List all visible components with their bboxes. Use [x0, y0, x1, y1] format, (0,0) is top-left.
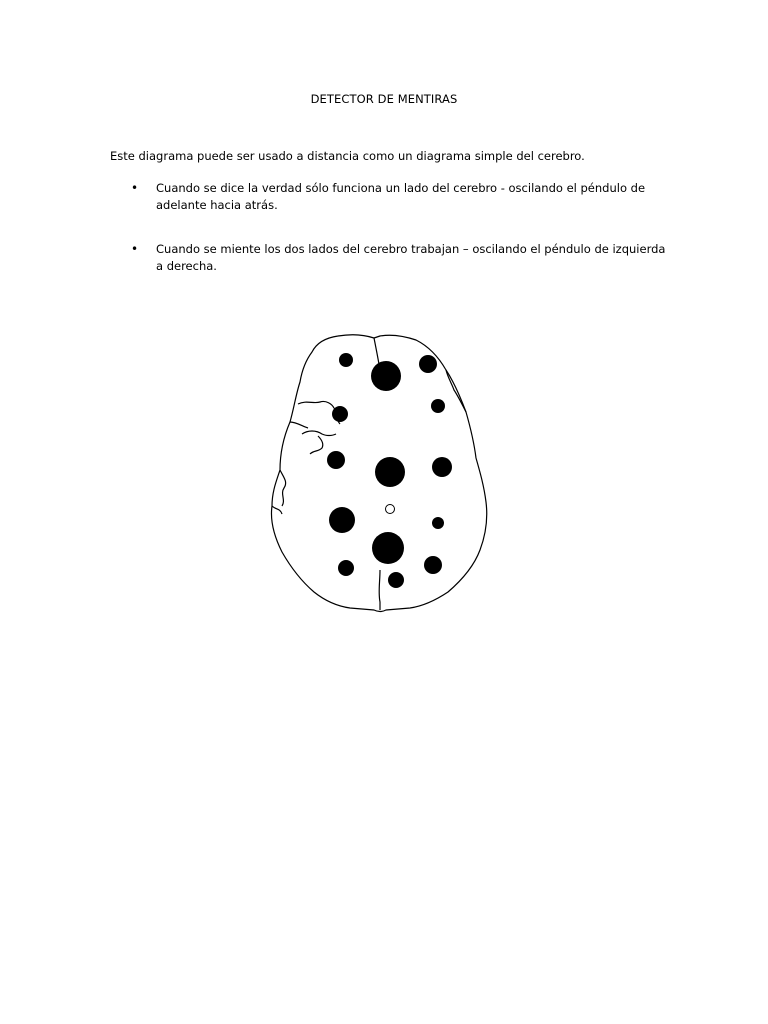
point-dot	[431, 399, 445, 413]
intro-paragraph: Este diagrama puede ser usado a distancia como un diagrama simple del cerebro.	[110, 149, 585, 163]
bullet-marker: •	[131, 181, 139, 195]
pressure-points	[327, 353, 452, 588]
point-dot	[329, 507, 355, 533]
bullet-marker: •	[131, 242, 139, 256]
point-dot	[371, 361, 401, 391]
bullet-item-lie	[110, 241, 670, 274]
point-dot	[424, 556, 442, 574]
point-dot	[419, 355, 437, 373]
center-point-hollow	[386, 505, 395, 514]
point-dot	[375, 457, 405, 487]
point-dot	[338, 560, 354, 576]
point-dot	[332, 406, 348, 422]
point-dot	[388, 572, 404, 588]
point-dot	[432, 457, 452, 477]
point-dot	[432, 517, 444, 529]
point-dot	[372, 532, 404, 564]
document-title: DETECTOR DE MENTIRAS	[310, 92, 458, 106]
brain-diagram	[262, 330, 492, 620]
bullet-text: Cuando se miente los dos lados del cerebro trabajan – oscilando el péndulo de izquierda a derecha.	[156, 242, 666, 273]
bullet-text: Cuando se dice la verdad sólo funciona un lado del cerebro - oscilando el péndulo de adelante hacia atrás.	[156, 181, 646, 212]
point-dot	[339, 353, 353, 367]
bullet-item-truth	[110, 180, 670, 213]
point-dot	[327, 451, 345, 469]
